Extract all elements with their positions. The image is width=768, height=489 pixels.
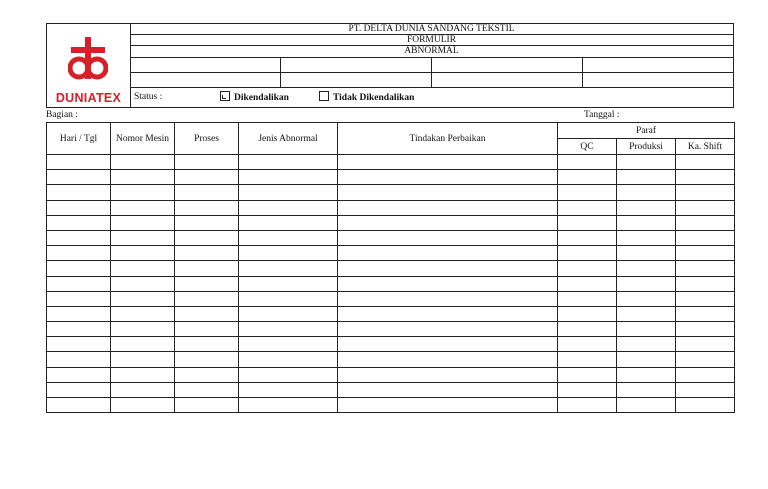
table-cell[interactable] xyxy=(47,261,111,276)
table-row xyxy=(47,291,735,306)
table-cell[interactable] xyxy=(676,155,735,170)
table-cell[interactable] xyxy=(558,215,617,230)
table-cell[interactable] xyxy=(676,337,735,352)
table-cell[interactable] xyxy=(338,382,558,397)
table-cell[interactable] xyxy=(175,200,239,215)
table-cell[interactable] xyxy=(175,382,239,397)
status-option-label: Dikendalikan xyxy=(234,93,289,103)
table-cell[interactable] xyxy=(676,170,735,185)
table-cell[interactable] xyxy=(111,352,175,367)
table-cell[interactable] xyxy=(111,382,175,397)
table-cell[interactable] xyxy=(239,276,338,291)
table-cell[interactable] xyxy=(617,352,676,367)
col-header-qc: QC xyxy=(558,139,617,155)
table-cell[interactable] xyxy=(111,398,175,413)
table-cell[interactable] xyxy=(239,291,338,306)
table-cell[interactable] xyxy=(558,398,617,413)
table-cell[interactable] xyxy=(239,246,338,261)
table-cell[interactable] xyxy=(558,291,617,306)
company-name: PT. DELTA DUNIA SANDANG TEKSTIL xyxy=(130,24,733,35)
table-cell[interactable] xyxy=(338,200,558,215)
table-cell[interactable] xyxy=(617,200,676,215)
table-cell[interactable] xyxy=(338,306,558,321)
col-header-nomor-mesin: Nomor Mesin xyxy=(111,123,175,155)
table-row xyxy=(47,155,735,170)
table-cell[interactable] xyxy=(175,276,239,291)
table-cell[interactable] xyxy=(239,200,338,215)
table-cell[interactable] xyxy=(47,367,111,382)
status-option-tidak-dikendalikan[interactable] xyxy=(319,91,414,103)
table-cell[interactable] xyxy=(175,398,239,413)
header-grid-divider xyxy=(582,58,583,72)
col-header-proses: Proses xyxy=(175,123,239,155)
table-body xyxy=(47,155,735,413)
table-cell[interactable] xyxy=(175,352,239,367)
table-cell[interactable] xyxy=(676,246,735,261)
table-cell[interactable] xyxy=(239,337,338,352)
abnormal-log-table xyxy=(46,122,735,413)
table-row xyxy=(47,215,735,230)
table-cell[interactable] xyxy=(676,291,735,306)
form-title-line1: FORMULIR xyxy=(130,35,733,46)
table-row xyxy=(47,382,735,397)
table-row xyxy=(47,306,735,321)
form-header xyxy=(46,23,734,108)
table-cell[interactable] xyxy=(111,246,175,261)
table-cell[interactable] xyxy=(676,306,735,321)
table-cell[interactable] xyxy=(175,261,239,276)
table-cell[interactable] xyxy=(175,246,239,261)
table-row xyxy=(47,246,735,261)
col-header-paraf: Paraf xyxy=(558,123,735,139)
table-cell[interactable] xyxy=(175,337,239,352)
table-cell[interactable] xyxy=(338,291,558,306)
table-cell[interactable] xyxy=(338,170,558,185)
table-cell[interactable] xyxy=(617,185,676,200)
table-cell[interactable] xyxy=(617,215,676,230)
table-cell[interactable] xyxy=(47,230,111,245)
table-cell[interactable] xyxy=(111,306,175,321)
table-cell[interactable] xyxy=(558,155,617,170)
table-cell[interactable] xyxy=(558,185,617,200)
table-cell[interactable] xyxy=(617,276,676,291)
form-title-line2: ABNORMAL xyxy=(130,46,733,58)
table-cell[interactable] xyxy=(676,200,735,215)
table-cell[interactable] xyxy=(47,306,111,321)
table-cell[interactable] xyxy=(676,215,735,230)
table-cell[interactable] xyxy=(111,185,175,200)
table-row xyxy=(47,398,735,413)
table-cell[interactable] xyxy=(175,230,239,245)
header-grid-divider xyxy=(582,73,583,87)
table-cell[interactable] xyxy=(111,230,175,245)
table-cell[interactable] xyxy=(111,291,175,306)
meta-row xyxy=(46,108,734,122)
table-row xyxy=(47,170,735,185)
table-cell[interactable] xyxy=(338,215,558,230)
table-cell[interactable] xyxy=(239,382,338,397)
col-header-jenis-abnormal: Jenis Abnormal xyxy=(239,123,338,155)
table-cell[interactable] xyxy=(239,398,338,413)
table-cell[interactable] xyxy=(111,322,175,337)
table-cell[interactable] xyxy=(676,185,735,200)
status-row xyxy=(130,88,733,107)
abnormal-form xyxy=(46,23,734,413)
table-cell[interactable] xyxy=(47,246,111,261)
table-cell[interactable] xyxy=(617,261,676,276)
table-cell[interactable] xyxy=(111,215,175,230)
checkbox-unchecked[interactable] xyxy=(319,91,329,101)
table-row xyxy=(47,352,735,367)
table-cell[interactable] xyxy=(239,306,338,321)
header-grid-row xyxy=(130,58,733,73)
table-cell[interactable] xyxy=(239,322,338,337)
table-cell[interactable] xyxy=(111,337,175,352)
table-cell[interactable] xyxy=(239,367,338,382)
table-cell[interactable] xyxy=(111,200,175,215)
table-cell[interactable] xyxy=(239,230,338,245)
table-cell[interactable] xyxy=(47,337,111,352)
table-cell[interactable] xyxy=(175,291,239,306)
table-cell[interactable] xyxy=(617,367,676,382)
brand-name: DUNIATEX xyxy=(55,91,122,105)
table-cell[interactable] xyxy=(676,230,735,245)
table-cell[interactable] xyxy=(617,246,676,261)
col-header-tindakan-perbaikan: Tindakan Perbaikan xyxy=(338,123,558,155)
table-cell[interactable] xyxy=(175,215,239,230)
table-cell[interactable] xyxy=(676,367,735,382)
table-cell[interactable] xyxy=(111,155,175,170)
status-option-label: Tidak Dikendalikan xyxy=(333,93,415,103)
table-cell[interactable] xyxy=(676,352,735,367)
table-cell[interactable] xyxy=(558,200,617,215)
table-cell[interactable] xyxy=(558,246,617,261)
table-cell[interactable] xyxy=(617,170,676,185)
table-cell[interactable] xyxy=(175,367,239,382)
tanggal-label: Tanggal : xyxy=(584,110,620,120)
table-cell[interactable] xyxy=(558,367,617,382)
table-cell[interactable] xyxy=(338,337,558,352)
table-cell[interactable] xyxy=(617,398,676,413)
table-row xyxy=(47,337,735,352)
table-cell[interactable] xyxy=(47,291,111,306)
table-cell[interactable] xyxy=(338,352,558,367)
table-cell[interactable] xyxy=(617,291,676,306)
table-cell[interactable] xyxy=(338,276,558,291)
table-cell[interactable] xyxy=(338,322,558,337)
table-cell[interactable] xyxy=(175,170,239,185)
table-cell[interactable] xyxy=(111,261,175,276)
table-cell[interactable] xyxy=(239,215,338,230)
table-cell[interactable] xyxy=(338,261,558,276)
table-cell[interactable] xyxy=(617,306,676,321)
table-cell[interactable] xyxy=(47,170,111,185)
table-cell[interactable] xyxy=(47,200,111,215)
table-cell[interactable] xyxy=(239,352,338,367)
header-grid-divider xyxy=(431,73,432,87)
table-cell[interactable] xyxy=(47,276,111,291)
table-cell[interactable] xyxy=(558,352,617,367)
table-cell[interactable] xyxy=(111,170,175,185)
col-header-ka-shift: Ka. Shift xyxy=(676,139,735,155)
table-cell[interactable] xyxy=(617,230,676,245)
table-row xyxy=(47,185,735,200)
table-cell[interactable] xyxy=(558,306,617,321)
table-row xyxy=(47,200,735,215)
bagian-label: Bagian : xyxy=(46,110,78,120)
table-cell[interactable] xyxy=(239,261,338,276)
status-label: Status : xyxy=(134,92,163,102)
table-cell[interactable] xyxy=(338,230,558,245)
table-cell[interactable] xyxy=(338,185,558,200)
header-grid-divider xyxy=(431,58,432,72)
table-cell[interactable] xyxy=(338,367,558,382)
table-cell[interactable] xyxy=(47,382,111,397)
table-cell[interactable] xyxy=(558,382,617,397)
table-cell[interactable] xyxy=(558,230,617,245)
table-cell[interactable] xyxy=(338,155,558,170)
col-header-hari-tgl: Hari / Tgl xyxy=(47,123,111,155)
table-cell[interactable] xyxy=(338,246,558,261)
table-cell[interactable] xyxy=(558,261,617,276)
duniatex-logo-icon xyxy=(68,37,108,81)
table-row xyxy=(47,230,735,245)
header-grid-divider xyxy=(280,58,281,72)
col-header-produksi: Produksi xyxy=(617,139,676,155)
table-cell[interactable] xyxy=(111,367,175,382)
table-cell[interactable] xyxy=(617,382,676,397)
table-cell[interactable] xyxy=(175,155,239,170)
table-cell[interactable] xyxy=(617,322,676,337)
table-cell[interactable] xyxy=(558,276,617,291)
table-cell[interactable] xyxy=(47,398,111,413)
table-cell[interactable] xyxy=(47,352,111,367)
table-cell[interactable] xyxy=(676,398,735,413)
table-cell[interactable] xyxy=(676,261,735,276)
table-cell[interactable] xyxy=(47,215,111,230)
table-cell[interactable] xyxy=(558,170,617,185)
table-row xyxy=(47,367,735,382)
table-cell[interactable] xyxy=(676,276,735,291)
table-cell[interactable] xyxy=(617,155,676,170)
table-cell[interactable] xyxy=(239,155,338,170)
table-cell[interactable] xyxy=(111,276,175,291)
table-cell[interactable] xyxy=(47,155,111,170)
table-cell[interactable] xyxy=(338,398,558,413)
table-cell[interactable] xyxy=(558,322,617,337)
table-cell[interactable] xyxy=(175,185,239,200)
table-cell[interactable] xyxy=(239,170,338,185)
status-option-dikendalikan[interactable] xyxy=(220,91,289,103)
header-grid-divider xyxy=(280,73,281,87)
table-cell[interactable] xyxy=(617,337,676,352)
checkbox-checked[interactable] xyxy=(220,91,230,101)
table-cell[interactable] xyxy=(676,382,735,397)
table-cell[interactable] xyxy=(558,337,617,352)
table-row xyxy=(47,261,735,276)
table-cell[interactable] xyxy=(676,322,735,337)
table-cell[interactable] xyxy=(175,322,239,337)
table-cell[interactable] xyxy=(47,185,111,200)
logo-area xyxy=(47,24,131,107)
table-cell[interactable] xyxy=(47,322,111,337)
table-row xyxy=(47,276,735,291)
table-row xyxy=(47,322,735,337)
header-grid-row xyxy=(130,73,733,88)
table-cell[interactable] xyxy=(239,185,338,200)
table-cell[interactable] xyxy=(175,306,239,321)
